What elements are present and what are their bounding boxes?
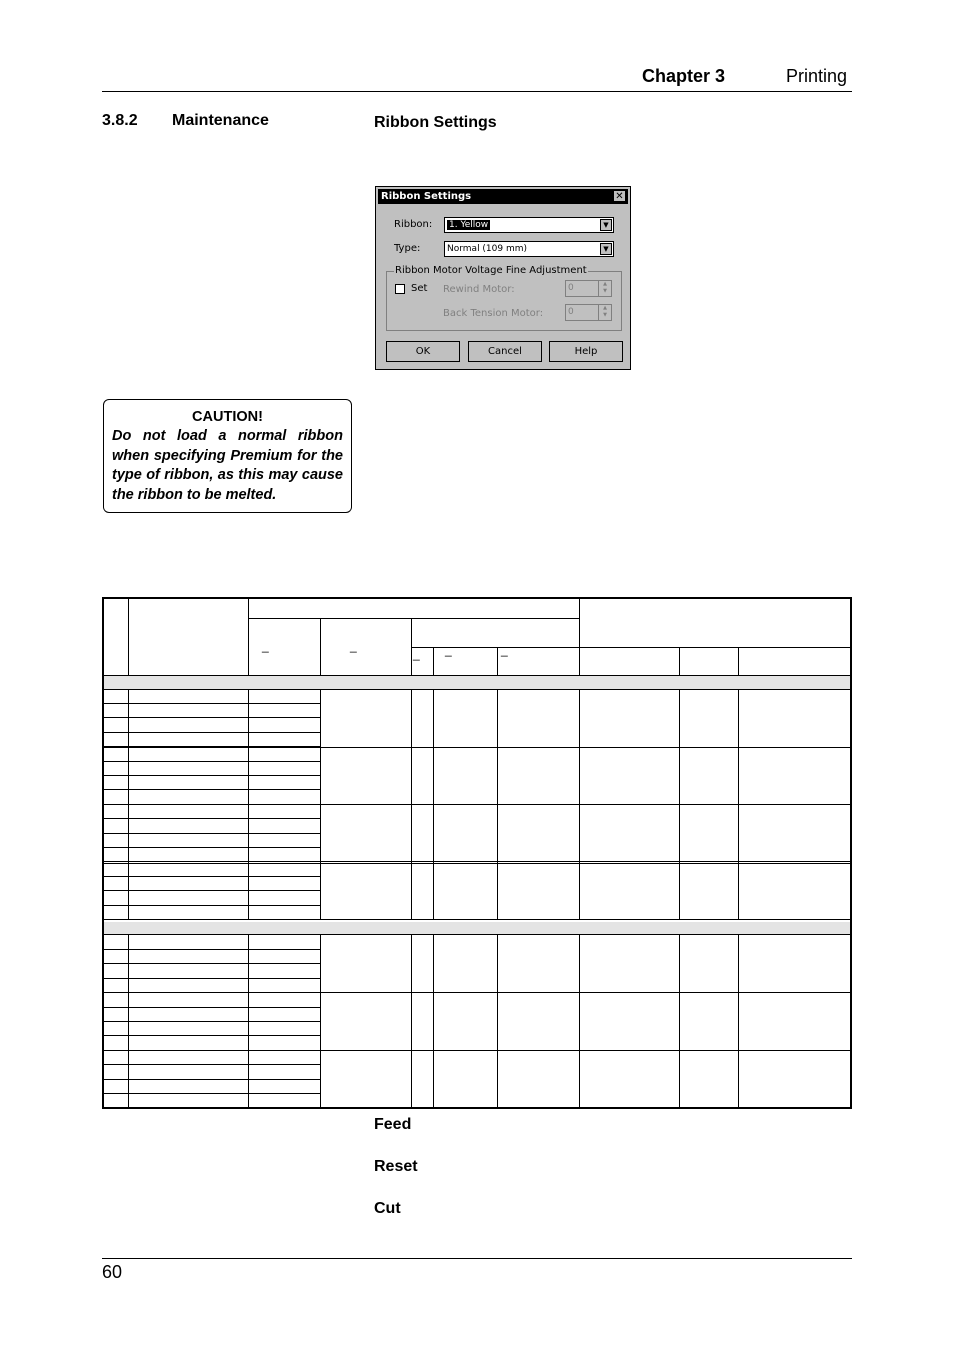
section-number: 3.8.2 <box>102 112 138 129</box>
ribbon-settings-dialog <box>375 186 631 370</box>
table-line <box>102 818 320 819</box>
ribbon-select[interactable] <box>444 217 614 233</box>
table-line <box>102 919 852 920</box>
table-line <box>102 949 320 950</box>
table-line <box>102 1050 852 1051</box>
table-line <box>102 761 320 762</box>
table-line <box>102 863 852 864</box>
ribbon-settings-heading: Ribbon Settings <box>374 114 497 131</box>
table-border-left <box>102 597 104 1109</box>
help-button[interactable]: Help <box>549 341 623 362</box>
table-line <box>102 1093 320 1094</box>
chapter-label: Chapter 3 <box>642 66 726 86</box>
ribbon-select-value: 1. Yellow <box>449 220 489 230</box>
table-line <box>102 1021 320 1022</box>
table-line <box>579 597 580 675</box>
type-select-value: Normal (109 mm) <box>447 244 528 254</box>
header-dash: _ <box>413 647 420 661</box>
rewind-motor-value: 0 <box>568 283 574 293</box>
table-line <box>102 934 852 935</box>
spin-arrows-icon[interactable]: ▲ ▼ <box>598 281 611 296</box>
table-line <box>679 935 680 1107</box>
table-line <box>102 861 852 862</box>
table-border-bottom <box>102 1107 852 1109</box>
table-line <box>102 732 320 733</box>
table-line <box>102 833 320 834</box>
back-tension-motor-value: 0 <box>568 307 574 317</box>
header-dash: _ <box>350 639 357 653</box>
header-dash: _ <box>445 643 452 657</box>
motor-voltage-group-title: Ribbon Motor Voltage Fine Adjustment <box>395 265 587 276</box>
caution-text: Do not load a normal ribbon when specifying Premium for the type of ribbon, as this may cause the ribbon to be melted. <box>112 428 343 503</box>
table-border-top <box>102 597 852 599</box>
table-line <box>320 935 321 1107</box>
header-dash: _ <box>501 643 508 657</box>
table-line <box>102 890 320 891</box>
reset-label: Reset <box>374 1158 418 1175</box>
ribbon-label: Ribbon: <box>394 219 433 230</box>
section-title: Maintenance <box>172 112 269 129</box>
rewind-motor-label: Rewind Motor: <box>443 284 515 295</box>
chevron-down-icon[interactable]: ▼ <box>600 219 612 231</box>
table-line <box>433 647 434 675</box>
table-line <box>102 717 320 718</box>
dialog-title: Ribbon Settings <box>381 191 472 202</box>
table-line <box>102 992 852 993</box>
table-line <box>102 1007 320 1008</box>
spin-arrows-icon[interactable]: ▲ ▼ <box>598 305 611 320</box>
table-line <box>102 847 320 848</box>
table-line <box>738 647 739 675</box>
page-number: 60 <box>102 1262 123 1282</box>
close-icon[interactable]: ✕ <box>613 190 626 202</box>
table-line <box>102 963 320 964</box>
table-line <box>102 789 320 790</box>
table-line <box>102 804 852 805</box>
ok-button[interactable]: OK <box>386 341 460 362</box>
cut-label: Cut <box>374 1200 401 1217</box>
table-line <box>411 935 412 1107</box>
table-line <box>102 876 320 877</box>
table-line <box>102 1035 320 1036</box>
header-rule <box>102 91 852 92</box>
table-line <box>128 597 129 675</box>
table-line <box>102 775 320 776</box>
footer-rule <box>102 1258 852 1259</box>
table-line <box>679 647 680 675</box>
chapter-title: Printing <box>786 66 848 86</box>
table-line <box>497 935 498 1107</box>
set-label: Set <box>411 283 428 294</box>
caution-title: CAUTION! <box>192 409 263 425</box>
table-line <box>579 935 580 1107</box>
table-line <box>102 703 320 704</box>
type-select[interactable] <box>444 241 614 257</box>
set-checkbox[interactable] <box>395 284 405 294</box>
table-line <box>102 1064 320 1065</box>
feed-label: Feed <box>374 1116 412 1133</box>
caution-box <box>103 399 352 513</box>
table-line <box>497 647 498 675</box>
header-dash: _ <box>262 639 269 653</box>
chevron-down-icon[interactable]: ▼ <box>600 243 612 255</box>
table-line <box>248 597 249 675</box>
table-border-right <box>850 597 852 1109</box>
table-line <box>433 935 434 1107</box>
table-group-row <box>103 676 851 689</box>
dialog-titlebar <box>378 189 628 204</box>
maintenance-table <box>102 597 852 1109</box>
back-tension-motor-spinner[interactable] <box>565 304 612 321</box>
table-line <box>320 618 321 675</box>
back-tension-motor-label: Back Tension Motor: <box>443 308 544 319</box>
table-line <box>102 747 852 748</box>
table-line <box>102 689 852 690</box>
table-line <box>102 675 852 676</box>
table-line <box>102 978 320 979</box>
table-line <box>102 905 320 906</box>
table-line <box>248 618 580 619</box>
type-label: Type: <box>394 243 421 254</box>
rewind-motor-spinner[interactable] <box>565 280 612 297</box>
cancel-button[interactable]: Cancel <box>468 341 542 362</box>
table-line <box>738 935 739 1107</box>
table-line <box>411 647 852 648</box>
table-line <box>102 1079 320 1080</box>
